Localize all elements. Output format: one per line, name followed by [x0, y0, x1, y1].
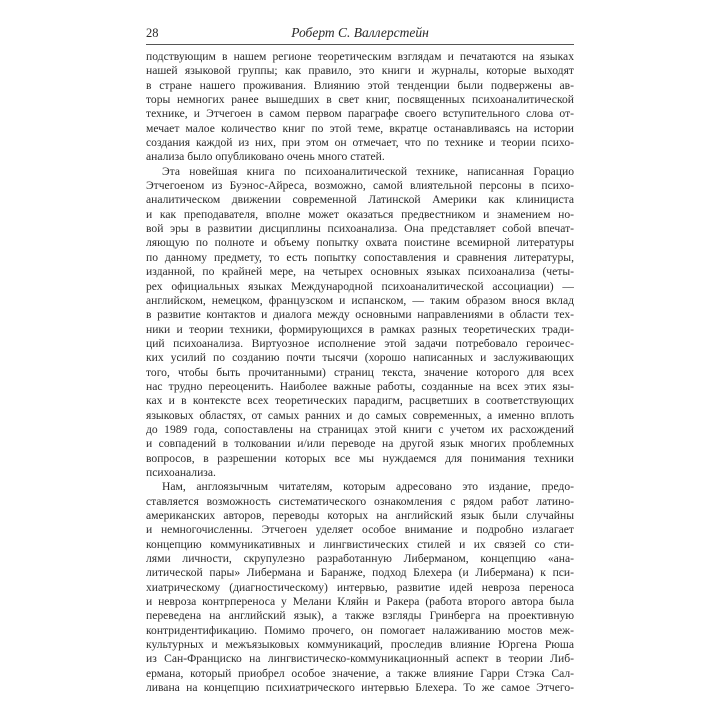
text-line: из Сан-Франциско на лингвистическо-коммуникационный аспект в теории Либ-	[146, 652, 574, 666]
text-line: ники и теории техники, формирующихся в рамках разных теоретических тради-	[146, 322, 574, 336]
text-line: и невроза контрпереноса у Мелани Кляйн и Ракера (работа второго автора была	[146, 595, 574, 609]
page-number: 28	[146, 26, 159, 40]
text-line: аналитическом движении современной Латинской Америки как клинициста	[146, 193, 574, 207]
text-line: ках и в контексте всех теоретических парадигм, расцветших в соответствующих	[146, 394, 574, 408]
text-line: ляющую по полноте и объему попытку охвата поистине всемирной литературы	[146, 236, 574, 250]
text-line: подствующим в нашем регионе теоретическим взглядам и печатаются на языках	[146, 50, 574, 63]
text-line: концепцию коммуникативных и лингвистических стилей и их связей со сти-	[146, 537, 574, 551]
text-line: английском, немецком, французском и испанском, — таким образом внося вклад	[146, 293, 574, 307]
text-line: нашей языковой группы; как правило, это книги и журналы, которые выходят	[146, 64, 574, 78]
text-line: контридентификацию. Помимо прочего, он помогает налаживанию мостов меж-	[146, 623, 574, 637]
text-line: того, чтобы быть прочитанными) страниц текста, значение которого для всех	[146, 365, 574, 379]
text-line: до 1989 года, сопоставлены на страницах этой книги с учетом их расхождений	[146, 422, 574, 436]
text-line: по данному предмету, то есть попытку сопоставления и сравнения литературы,	[146, 250, 574, 264]
text-line: ций психоанализа. Виртуозное исполнение этой задачи потребовало героичес-	[146, 336, 574, 350]
text-line: вопросов, в разрешении которых все мы нуждаемся для понимания техники	[146, 451, 574, 465]
text-line: технике, и Этчегоен в самом первом параграфе своего вступительного слова от-	[146, 107, 574, 121]
text-line: ливана на концепцию психиатрического интервью Блехера. То же самое Этчего-	[146, 681, 574, 695]
text-line: и немногочисленны. Этчегоен уделяет особое внимание и подробно излагает	[146, 523, 574, 537]
text-line: американских авторов, переводы которых на английский язык были случайны	[146, 509, 574, 522]
text-line: литической пары» Либермана и Баранже, подход Блехера (и Либермана) к пси-	[146, 566, 574, 580]
text-line: ставляется возможность систематического ознакомления с рядом работ латино-	[146, 494, 574, 508]
text-line: изданной, по крайней мере, на четырех основных языках психоанализа (четы-	[146, 265, 574, 279]
text-line: культурных и межъязыковых коммуникаций, проследив влияние Юргена Рюша	[146, 638, 574, 652]
text-line: психоанализа.	[146, 465, 216, 479]
page-header	[146, 24, 574, 45]
text-line: вой эры в развитии дисциплины психоанализа. Она представляет собой впечат-	[146, 222, 574, 236]
text-line: Эта новейшая книга по психоаналитической технике, написанная Горацио	[162, 164, 574, 178]
text-line: и совпадений в толковании и/или переводе на другой язык многих проблемных	[146, 437, 574, 451]
text-line: хиатрическому (диагностическому) интервью, развитие идей невроза переноса	[146, 580, 574, 594]
body-text	[146, 50, 574, 695]
text-line: и как преподавателя, вполне может оказаться предвестником и знамением но-	[146, 207, 574, 221]
text-line: языковых областях, от самых ранних и до самых современных, а именно вплоть	[146, 408, 574, 422]
text-line: ких усилий по созданию почти тысячи (хорошо написанных и заслуживающих	[146, 351, 574, 365]
text-line: лями личности, скрупулезно разработанную Либерманом, концепцию «ана-	[146, 552, 574, 566]
text-line: нас трудно переоценить. Наиболее важные работы, созданные на всех этих язы-	[146, 379, 574, 393]
text-line: Нам, англоязычным читателям, которым адресовано это издание, предо-	[162, 480, 574, 494]
text-line: торы немногих ранее вышедших в свет книг, посвященных психоаналитической	[146, 93, 574, 107]
text-line: рех официальных языках Международной психоаналитической ассоциации) —	[146, 279, 574, 293]
text-line: Этчегоеном из Буэнос-Айреса, возможно, самой влиятельной персоны в психо-	[146, 179, 574, 193]
text-line: в стране нашего проживания. Влиянию этой тенденции были подвержены ав-	[146, 78, 574, 92]
text-line: в развитие контактов и диалога между основными направлениями в области тех-	[146, 308, 574, 322]
text-line: мечает малое количество книг по этой теме, вкратце останавливаясь на истории	[146, 121, 574, 135]
text-line: ермана, который приобрел особое значение, а также влияние Гарри Стэка Сал-	[146, 666, 574, 680]
text-line: переведена на английский язык), а также взгляды Гринберга на проективную	[146, 609, 574, 623]
text-line: анализа было опубликовано очень много статей.	[146, 150, 385, 164]
text-line: создания каждой из них, при этом он отмечает, что по технике и теории психо-	[146, 136, 574, 150]
running-head-author: Роберт С. Валлерстейн	[291, 25, 429, 40]
